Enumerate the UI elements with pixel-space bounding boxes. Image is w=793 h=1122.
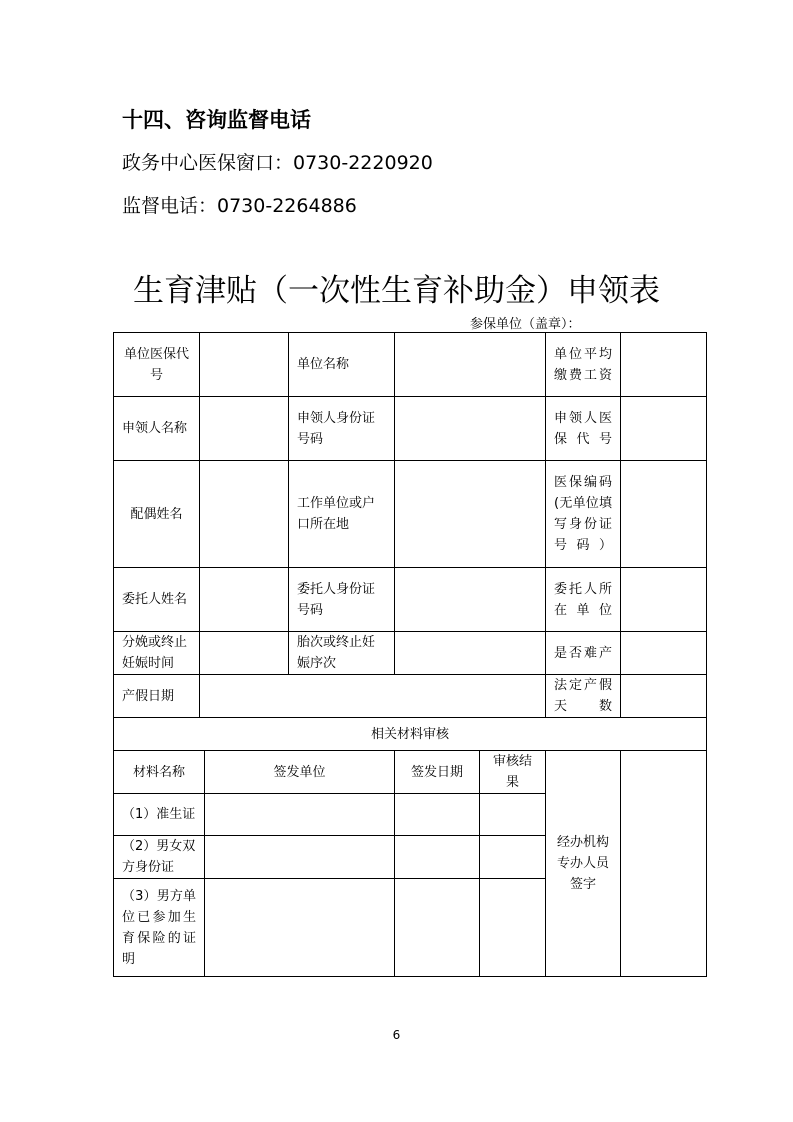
- input-delivery-time[interactable]: [200, 632, 289, 675]
- label-difficult-labor: 是否难产: [546, 632, 621, 675]
- signature-box[interactable]: [621, 751, 707, 977]
- input-issue-date[interactable]: [395, 836, 480, 879]
- label-spouse-workplace: 工作单位或户口所在地: [289, 461, 395, 568]
- label-agent-unit: 委托人所在单位: [546, 568, 621, 632]
- form-title: 生育津贴（一次性生育补助金）申领表: [133, 273, 660, 309]
- material-birth-permit: （1）准生证: [114, 794, 205, 836]
- material-couple-id: （2）男女双方身份证: [114, 836, 205, 879]
- form-row: [114, 461, 707, 568]
- review-header-row: [114, 751, 707, 794]
- stamp-line: 参保单位（盖章）：: [470, 317, 581, 332]
- input-spouse-workplace[interactable]: [395, 461, 546, 568]
- label-maternity-leave-date: 产假日期: [114, 675, 200, 718]
- label-delivery-time: 分娩或终止妊娠时间: [114, 632, 200, 675]
- label-legal-leave-days: 法定产假天数: [546, 675, 621, 718]
- input-issuing-unit[interactable]: [205, 879, 395, 977]
- label-unit-avg-wage: 单位平均缴费工资: [546, 333, 621, 397]
- signature-label: 经办机构专办人员签字: [546, 751, 621, 977]
- input-review-result[interactable]: [480, 836, 546, 879]
- input-issuing-unit[interactable]: [205, 794, 395, 836]
- input-unit-insurance-code[interactable]: [200, 333, 289, 397]
- label-agent-name: 委托人姓名: [114, 568, 200, 632]
- material-husband-insurance-proof: （3）男方单位已参加生育保险的证明: [114, 879, 205, 977]
- form-row: [114, 675, 707, 718]
- supervision-phone: 监督电话：0730-2264886: [122, 195, 357, 217]
- label-agent-id: 委托人身份证号码: [289, 568, 395, 632]
- form-row: [114, 632, 707, 675]
- header-material-name: 材料名称: [114, 751, 205, 794]
- input-agent-unit[interactable]: [621, 568, 707, 632]
- form-row: [114, 397, 707, 461]
- input-review-result[interactable]: [480, 879, 546, 977]
- input-agent-id[interactable]: [395, 568, 546, 632]
- input-spouse-name[interactable]: [200, 461, 289, 568]
- header-issuing-unit: 签发单位: [205, 751, 395, 794]
- input-issuing-unit[interactable]: [205, 836, 395, 879]
- label-spouse-insurance-code: 医保编码(无单位填写身份证号码）: [546, 461, 621, 568]
- form-row: [114, 333, 707, 397]
- input-applicant-id[interactable]: [395, 397, 546, 461]
- input-legal-leave-days[interactable]: [621, 675, 707, 718]
- header-issue-date: 签发日期: [395, 751, 480, 794]
- label-spouse-name: 配偶姓名: [114, 461, 200, 568]
- input-review-result[interactable]: [480, 794, 546, 836]
- input-issue-date[interactable]: [395, 879, 480, 977]
- header-review-result: 审核结果: [480, 751, 546, 794]
- section-heading: 十四、咨询监督电话: [122, 108, 311, 132]
- label-applicant-insurance-code: 申领人医保代号: [546, 397, 621, 461]
- application-form-table: [113, 332, 707, 977]
- input-applicant-insurance-code[interactable]: [621, 397, 707, 461]
- page-number: 6: [392, 1028, 401, 1042]
- form-row: [114, 718, 707, 751]
- form-row: [114, 568, 707, 632]
- review-section-title: 相关材料审核: [114, 718, 707, 751]
- label-applicant-id: 申领人身份证号码: [289, 397, 395, 461]
- label-unit-name: 单位名称: [289, 333, 395, 397]
- medical-insurance-window-phone: 政务中心医保窗口：0730-2220920: [122, 152, 433, 174]
- input-issue-date[interactable]: [395, 794, 480, 836]
- input-unit-avg-wage[interactable]: [621, 333, 707, 397]
- label-birth-order: 胎次或终止妊娠序次: [289, 632, 395, 675]
- input-agent-name[interactable]: [200, 568, 289, 632]
- input-maternity-leave-date[interactable]: [200, 675, 546, 718]
- label-unit-insurance-code: 单位医保代号: [114, 333, 200, 397]
- input-spouse-insurance-code[interactable]: [621, 461, 707, 568]
- input-birth-order[interactable]: [395, 632, 546, 675]
- input-unit-name[interactable]: [395, 333, 546, 397]
- input-applicant-name[interactable]: [200, 397, 289, 461]
- input-difficult-labor[interactable]: [621, 632, 707, 675]
- label-applicant-name: 申领人名称: [114, 397, 200, 461]
